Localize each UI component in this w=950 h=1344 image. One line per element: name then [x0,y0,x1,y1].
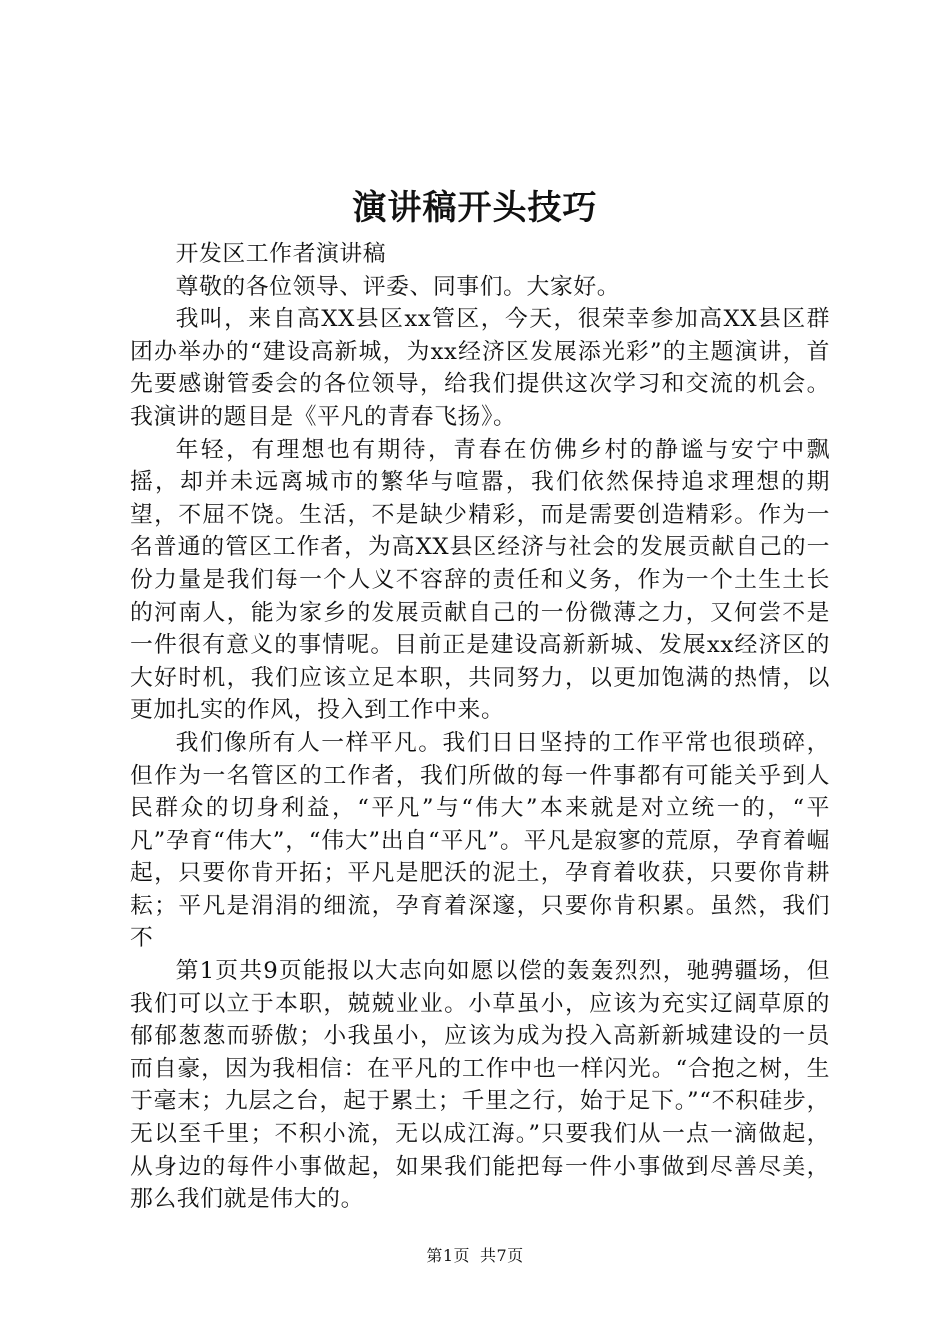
paragraph-greeting: 尊敬的各位领导、评委、同事们。大家好。 [175,273,621,300]
document-title: 演讲稿开头技巧 [352,188,598,228]
paragraph-introduction: 我叫，来自高XX县区xx管区，今天，很荣幸参加高XX县区群团办举办的“建设高新城，为xx经济区发展添光彩”的主题演讲，首先要感谢管委会的各位领导，给我们提供这次学习和交流的机会。我演讲的题目是《平凡的青春飞扬》。 [130,306,830,430]
page-footer [0,1244,950,1268]
paragraph-conclusion: 第1页共9页能报以大志向如愿以偿的轰轰烈烈，驰骋疆场，但我们可以立于本职，兢兢业业。小草虽小，应该为充实辽阔草原的郁郁葱葱而骄傲；小我虽小，应该为成为投入高新新城建设的一员而自豪，因为我相信：在平凡的工作中也一样闪光。“合抱之树，生于毫末；九层之台，起于累土；千里之行，始于足下。”“不积硅步，无以至千里；不积小流，无以成江海。”只要我们从一点一滴做起，从身边的每件小事做起，如果我们能把每一件小事做到尽善尽美，那么我们就是伟大的。 [130,958,830,1213]
page-total: 共7页 [480,1246,524,1265]
paragraph-ordinary: 我们像所有人一样平凡。我们日日坚持的工作平常也很琐碎，但作为一名管区的工作者，我们所做的每一件事都有可能关乎到人民群众的切身利益，“平凡”与“伟大”本来就是对立统一的，“平凡”孕育“伟大”，“伟大”出自“平凡”。平凡是寂寥的荒原，孕育着崛起，只要你肯开拓；平凡是肥沃的泥土，孕育着收获，只要你肯耕耘；平凡是涓涓的细流，孕育着深邃，只要你肯积累。虽然，我们不 [130,729,830,952]
paragraph-youth: 年轻，有理想也有期待，青春在仿佛乡村的静谧与安宁中飘摇，却并未远离城市的繁华与喧嚣，我们依然保持追求理想的期望，不屈不饶。生活，不是缺少精彩，而是需要创造精彩。作为一名普通的管区工作者，为高XX县区经济与社会的发展贡献自己的一份力量是我们每一个人义不容辞的责任和义务，作为一个土生土长的河南人，能为家乡的发展贡献自己的一份微薄之力，又何尝不是一件很有意义的事情呢。目前正是建设高新新城、发展xx经济区的大好时机，我们应该立足本职，共同努力，以更加饱满的热情，以更加扎实的作风，投入到工作中来。 [130,436,830,724]
page-number: 第1页 [426,1246,470,1265]
document-body [130,238,830,1216]
paragraph-subtitle: 开发区工作者演讲稿 [175,241,387,267]
